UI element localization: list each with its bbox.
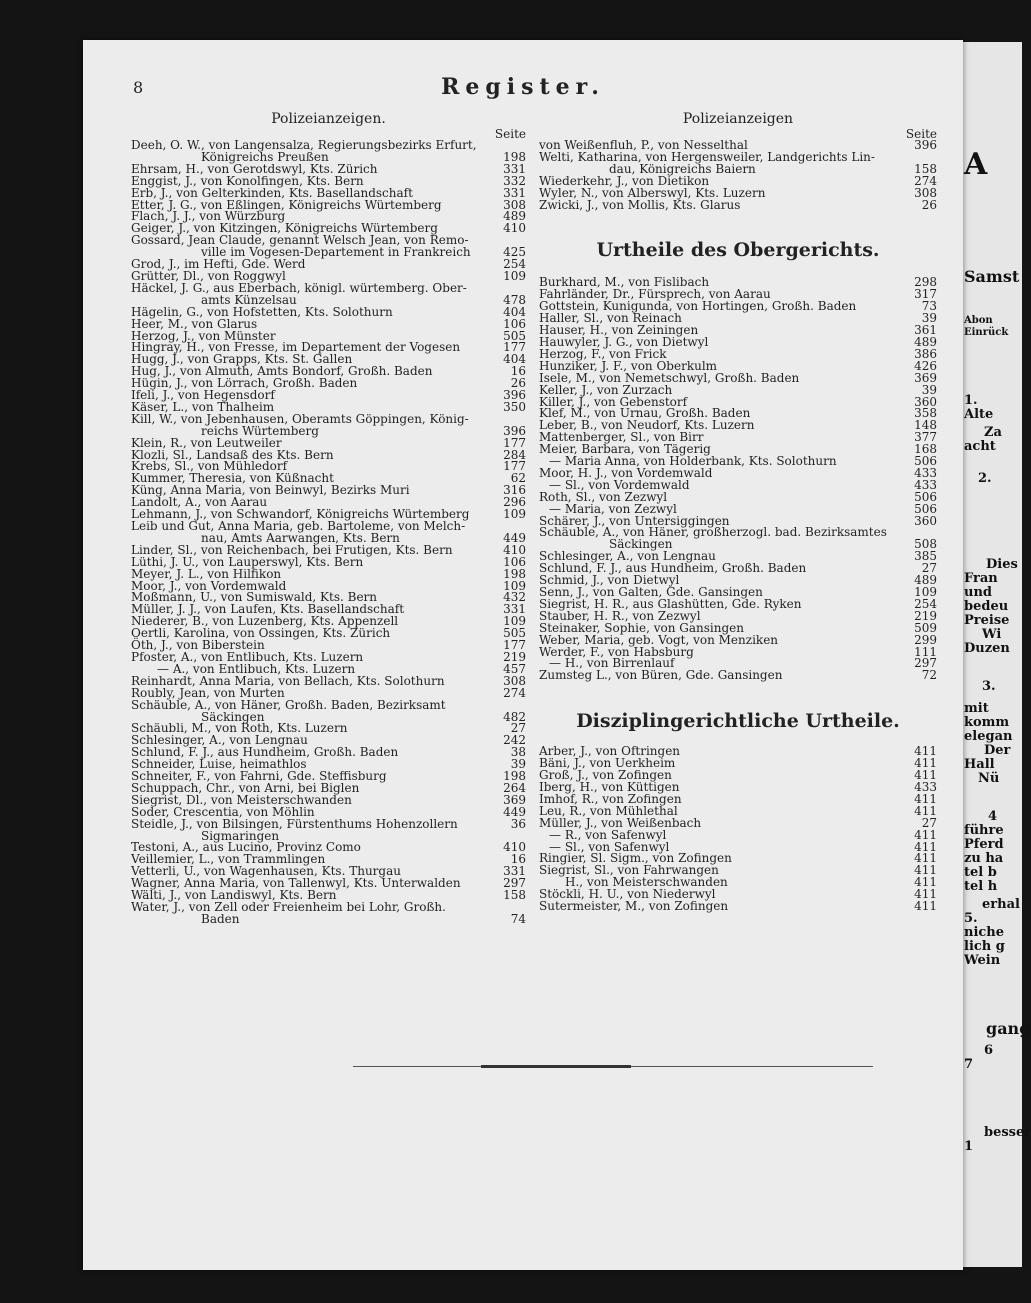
entry-page: 74 [510, 911, 526, 926]
facing-fragment: führe [964, 823, 1004, 838]
entry-page: 410 [503, 221, 526, 236]
left-column [131, 110, 526, 926]
entry-name: Schlesinger, A., von Lengnau [539, 549, 716, 564]
entry-name: Isele, M., von Nemetschwyl, Großh. Baden [539, 370, 800, 385]
entry-page: 36 [510, 816, 526, 831]
section-heading-obergericht: Urtheile des Obergerichts. [596, 239, 880, 262]
entry-name: Baden [201, 911, 240, 926]
entry-name: Ifeli, J., von Hegensdorf [131, 388, 275, 403]
entry-page: 177 [503, 435, 526, 450]
entry-page: 404 [503, 304, 526, 319]
entry-name: Pfoster, A., von Entlibuch, Kts. Luzern [131, 649, 364, 664]
entry-name: Werder, F., von Habsburg [539, 644, 694, 659]
index-entry [131, 280, 526, 295]
entry-name: Wagner, Anna Maria, von Tallenwyl, Kts. Unterwalden [131, 876, 461, 891]
entry-name: Arber, J., von Oftringen [539, 744, 681, 759]
entry-name: Bäni, J., von Uerkheim [539, 756, 676, 771]
entry-name: Niederer, B., von Luzenberg, Kts. Appenzell [131, 614, 399, 629]
entry-page: 410 [503, 840, 526, 855]
entry-name: Imhof, R., von Zofingen [539, 791, 682, 806]
entry-page: 489 [503, 209, 526, 224]
entry-page: 106 [503, 554, 526, 569]
entry-page: 27 [921, 561, 937, 576]
entry-name: Hunziker, J. F., von Oberkulm [539, 358, 718, 373]
entry-name: Siegrist, Dl., von Meisterschwanden [131, 792, 352, 807]
entry-page: 360 [914, 394, 937, 409]
entry-page: 411 [914, 863, 937, 878]
entry-page: 109 [503, 507, 526, 522]
entry-name: Deeh, O. W., von Langensalza, Regierungsbezirks Erfurt, [131, 138, 477, 152]
entry-page: 297 [914, 656, 937, 671]
entry-name: Sutermeister, M., von Zofingen [539, 899, 729, 914]
entry-name: Steinaker, Sophie, von Gansingen [539, 620, 744, 635]
entry-name: Schlund, F. J., aus Hundheim, Großh. Baden [539, 561, 807, 576]
index-entry [539, 670, 937, 682]
index-list [131, 140, 526, 926]
column-header-seite: Seite [905, 127, 937, 141]
entry-page: 331 [503, 161, 526, 176]
entry-page: 331 [503, 602, 526, 617]
entry-name: Siegrist, H. R., aus Glashütten, Gde. Ryken [539, 596, 802, 611]
entry-name: Senn, J., von Galten, Gde. Gansingen [539, 585, 763, 599]
entry-name: Hauwyler, J. G., von Dietwyl [539, 334, 709, 349]
entry-page: 177 [503, 638, 526, 653]
entry-name: Leib und Gut, Anna Maria, geb. Bartoleme, von Melch- [131, 519, 466, 533]
entry-name: Reinhardt, Anna Maria, von Bellach, Kts. Solothurn [131, 673, 445, 688]
entry-page: 358 [914, 406, 937, 421]
entry-name: Lehmann, J., von Schwandorf, Königreichs Würtemberg [131, 507, 470, 522]
entry-page: 308 [503, 673, 526, 688]
entry-page: 284 [503, 447, 526, 462]
entry-page: 411 [914, 768, 937, 783]
facing-fragment: Dies [986, 557, 1018, 572]
index-entry [539, 901, 937, 913]
entry-name: Schärer, J., von Untersiggingen [539, 513, 730, 528]
entry-name: Kummer, Theresia, von Küßnacht [131, 471, 334, 486]
entry-page: 489 [914, 334, 937, 349]
closing-rule-thick [481, 1065, 631, 1068]
entry-name: Haller, Sl., von Reinach [539, 311, 682, 326]
entry-page: 148 [914, 418, 937, 433]
entry-name: Vetterli, U., von Wagenhausen, Kts. Thurgau [131, 864, 401, 879]
entry-page: 331 [503, 185, 526, 200]
entry-name: Schmid, J., von Dietwyl [539, 573, 680, 588]
entry-page: 177 [503, 459, 526, 474]
entry-name: Fahrländer, Dr., Fürsprech, von Aarau [539, 287, 771, 302]
entry-page: 432 [503, 590, 526, 605]
facing-fragment: tel b [964, 865, 997, 880]
entry-page: 299 [914, 632, 937, 647]
entry-name: Klozli, Sl., Landsaß des Kts. Bern [131, 447, 334, 462]
facing-fragment: 4 [988, 809, 998, 824]
entry-name: Keller, J., von Zurzach [539, 382, 673, 397]
entry-page: 411 [914, 851, 937, 866]
entry-name: Moor, J., von Vordemwald [131, 578, 287, 593]
entry-name: Burkhard, M., von Fislibach [539, 275, 710, 290]
entry-page: 411 [914, 899, 937, 914]
entry-page: 298 [914, 275, 937, 290]
section-heading-disziplin: Disziplingerichtliche Urtheile. [576, 710, 900, 733]
entry-page: 506 [914, 489, 937, 504]
entry-name: Meier, Barbara, von Tägerig [539, 442, 711, 457]
entry-name: ville im Vogesen-Departement in Frankreich [201, 245, 471, 260]
entry-page: 369 [503, 792, 526, 807]
entry-page: 106 [503, 316, 526, 331]
entry-page: 386 [914, 346, 937, 361]
entry-page: 158 [503, 888, 526, 903]
entry-page: 198 [503, 566, 526, 581]
entry-page: 332 [503, 173, 526, 188]
entry-name: Müller, J., von Weißenbach [539, 815, 702, 830]
register-page [83, 40, 963, 1270]
entry-name: Schäuble, A., von Häner, Großh. Baden, Bezirksamt [131, 697, 446, 712]
facing-fragment: elegan [964, 729, 1013, 744]
entry-page: 457 [503, 661, 526, 676]
entry-name: Grütter, Dl., von Roggwyl [131, 268, 286, 283]
entry-page: 433 [914, 477, 937, 492]
entry-name: Gossard, Jean Claude, genannt Welsch Jean, von Remo- [131, 233, 469, 248]
entry-name: Stöckli, H. U., von Niederwyl [539, 887, 716, 902]
entry-name: Welti, Katharina, von Hergensweiler, Landgerichts Lin- [539, 149, 875, 164]
entry-page: 411 [914, 839, 937, 854]
entry-page: 264 [503, 780, 526, 795]
entry-page: 39 [921, 311, 937, 326]
entry-page: 109 [914, 585, 937, 599]
entry-page: 38 [510, 745, 526, 760]
entry-name: Käser, L., von Thalheim [131, 399, 275, 414]
entry-name: Roth, Sl., von Zezwyl [539, 489, 668, 504]
entry-page: 411 [914, 803, 937, 818]
facing-fragment: Wein [964, 953, 1001, 968]
facing-fragment: 2. [978, 471, 992, 486]
entry-name: Schlund, F. J., aus Hundheim, Großh. Baden [131, 745, 399, 760]
entry-name: Hugg, J., von Grapps, Kts. St. Gallen [131, 352, 353, 367]
facing-fragment: und [964, 585, 992, 600]
facing-fragment: tel h [964, 879, 998, 894]
running-title: Register. [441, 74, 605, 100]
facing-fragment: komm [964, 715, 1010, 730]
entry-name: Hug, J., von Almuth, Amts Bondorf, Großh. Baden [131, 364, 433, 379]
entry-name: Schäuble, A., von Häner, großherzogl. bad. Bezirksamtes [539, 525, 887, 540]
entry-page: 482 [503, 709, 526, 724]
entry-page: 489 [914, 573, 937, 588]
entry-name: — Sl., von Safenwyl [549, 839, 670, 854]
entry-page: 39 [510, 757, 526, 772]
entry-name: Schlesinger, A., von Lengnau [131, 733, 308, 748]
entry-page: 242 [503, 733, 526, 748]
facing-fragment: zu ha [964, 851, 1004, 866]
facing-fragment: A [964, 147, 988, 182]
entry-page: 177 [503, 340, 526, 355]
entry-page: 509 [914, 620, 937, 635]
entry-page: 73 [921, 299, 937, 314]
facing-fragment: Wi [982, 627, 1002, 642]
entry-name: — A., von Entlibuch, Kts. Luzern [157, 661, 356, 676]
entry-name: Landolt, A., von Aarau [131, 495, 268, 510]
index-entry [131, 411, 526, 426]
entry-name: Heer, M., von Glarus [131, 316, 258, 331]
entry-page: 505 [503, 626, 526, 641]
facing-fragment: Fran [964, 571, 998, 586]
entry-name: Säckingen [609, 537, 673, 552]
index-entry [539, 527, 937, 539]
entry-name: Klef, M., von Urnau, Großh. Baden [539, 406, 751, 421]
entry-page: 219 [914, 608, 937, 623]
entry-page: 26 [510, 376, 526, 391]
entry-name: nau, Amts Aarwangen, Kts. Bern [201, 530, 400, 545]
facing-fragment: erhal [982, 897, 1020, 912]
entry-name: Herzog, J., von Münster [131, 328, 276, 343]
entry-name: Schuppach, Chr., von Arni, bei Biglen [131, 780, 360, 795]
entry-page: 62 [510, 471, 526, 486]
facing-fragment: bedeu [964, 599, 1009, 614]
entry-name: Hingray, H., von Fresse, im Departement der Vogesen [131, 340, 461, 355]
entry-name: Gottstein, Kunigunda, von Hortingen, Großh. Baden [539, 299, 857, 314]
entry-page: 411 [914, 744, 937, 759]
entry-name: Grod, J., im Hefti, Gde. Werd [131, 257, 306, 272]
entry-page: 274 [503, 685, 526, 700]
entry-page: 16 [510, 852, 526, 867]
facing-fragment: Einrück [964, 327, 1009, 338]
entry-name: Steidle, J., von Bilsingen, Fürstenthums Hohenzollern [131, 816, 458, 831]
entry-name: — Maria Anna, von Holderbank, Kts. Solothurn [549, 454, 837, 469]
facing-fragment: Samst [964, 267, 1020, 286]
entry-name: Mattenberger, Sl., von Birr [539, 430, 704, 445]
entry-name: Oertli, Karolina, von Ossingen, Kts. Zürich [131, 626, 391, 641]
entry-name: Roubly, Jean, von Murten [131, 685, 285, 700]
entry-page: 505 [503, 328, 526, 343]
entry-page: 331 [503, 864, 526, 879]
entry-name: Erb, J., von Gelterkinden, Kts. Basellandschaft [131, 185, 413, 200]
facing-fragment: Alte [964, 407, 994, 422]
entry-name: Zwicki, J., von Mollis, Kts. Glarus [539, 197, 741, 212]
right-column [539, 110, 937, 913]
entry-page: 449 [503, 530, 526, 545]
facing-fragment: Za [984, 425, 1002, 440]
entry-page: 16 [510, 364, 526, 379]
page-number: 8 [133, 78, 144, 97]
entry-name: Leber, B., von Neudorf, Kts. Luzern [539, 418, 755, 433]
entry-name: Groß, J., von Zofingen [539, 768, 672, 783]
entry-name: Killer, J., von Gebenstorf [539, 394, 688, 409]
facing-fragment: Hall [964, 757, 995, 772]
entry-name: Schneiter, F., von Fahrni, Gde. Steffisburg [131, 769, 387, 784]
facing-fragment: 1 [964, 1139, 974, 1154]
entry-page: 296 [503, 495, 526, 510]
facing-fragment: 7 [964, 1057, 974, 1072]
entry-page: 404 [503, 352, 526, 367]
entry-name: Lüthi, J. U., von Lauperswyl, Kts. Bern [131, 554, 364, 569]
entry-page: 396 [914, 138, 937, 152]
entry-name: Krebs, Sl., von Mühledorf [131, 459, 288, 474]
entry-name: Moßmann, U., von Sumiswald, Kts. Bern [131, 590, 378, 605]
entry-name: dau, Königreichs Baiern [609, 161, 756, 176]
entry-name: Flach, J. J., von Würzburg [131, 209, 286, 224]
entry-name: Etter, J. G., von Eßlingen, Königreichs Würtemberg [131, 197, 442, 212]
entry-name: Zumsteg L., von Büren, Gde. Gansingen [539, 668, 783, 683]
index-entry [539, 197, 937, 212]
entry-name: Weber, Maria, geb. Vogt, von Menziken [539, 632, 779, 647]
section-heading: Polizeianzeigen [682, 111, 794, 127]
entry-page: 426 [914, 358, 937, 373]
entry-name: Hauser, H., von Zeiningen [539, 323, 699, 338]
entry-page: 411 [914, 887, 937, 902]
entry-page: 433 [914, 465, 937, 480]
facing-fragment: acht [964, 439, 996, 454]
entry-name: Königreichs Preußen [201, 149, 329, 164]
facing-fragment: gang [986, 1019, 1031, 1038]
entry-name: Geiger, J., von Kitzingen, Königreichs Würtemberg [131, 221, 438, 236]
entry-page: 26 [921, 197, 937, 212]
entry-page: 274 [914, 173, 937, 188]
entry-name: Herzog, F., von Frick [539, 346, 667, 361]
entry-name: Müller, J. J., von Laufen, Kts. Basellandschaft [131, 602, 405, 617]
entry-page: 433 [914, 779, 937, 794]
index-list [539, 277, 937, 682]
entry-name: Schäubli, M., von Roth, Kts. Luzern [131, 721, 348, 736]
facing-fragment: Pferd [964, 837, 1004, 852]
entry-page: 316 [503, 483, 526, 498]
entry-name: — R., von Safenwyl [549, 827, 667, 842]
entry-page: 506 [914, 501, 937, 516]
entry-page: 411 [914, 791, 937, 806]
facing-fragment: Preise [964, 613, 1010, 628]
facing-page-edge [962, 42, 1031, 1267]
entry-name: Wiederkehr, J., von Dietikon [539, 173, 710, 188]
facing-fragment: 1. [964, 393, 978, 408]
entry-name: amts Künzelsau [201, 292, 297, 307]
entry-page: 506 [914, 454, 937, 469]
facing-fragment: lich g [964, 939, 1005, 954]
entry-page: 508 [914, 537, 937, 552]
entry-page: 425 [503, 245, 526, 260]
entry-name: Wälti, J., von Landiswyl, Kts. Bern [131, 888, 337, 903]
index-entry [131, 697, 526, 712]
entry-name: Ehrsam, H., von Gerotdswyl, Kts. Zürich [131, 161, 378, 176]
entry-page: 361 [914, 323, 937, 338]
index-list [539, 746, 937, 913]
entry-page: 297 [503, 876, 526, 891]
entry-page: 396 [503, 388, 526, 403]
entry-page: 198 [503, 769, 526, 784]
entry-page: 168 [914, 442, 937, 457]
entry-page: 369 [914, 370, 937, 385]
entry-name: Moor, H. J., von Vordemwald [539, 465, 713, 480]
entry-page: 39 [921, 382, 937, 397]
entry-name: Testoni, A., aus Lucino, Provinz Como [131, 840, 361, 855]
entry-name: Sigmaringen [201, 828, 280, 843]
entry-page: 410 [503, 542, 526, 557]
entry-name: Water, J., von Zell oder Freienheim bei Lohr, Großh. [131, 900, 446, 914]
entry-name: Schneider, Luise, heimathlos [131, 757, 307, 772]
entry-name: Iberg, H., von Küttigen [539, 779, 680, 794]
index-entry [131, 816, 526, 831]
facing-fragment: Nü [978, 771, 1000, 786]
entry-page: 219 [503, 649, 526, 664]
entry-name: Säckingen [201, 709, 265, 724]
index-entry [131, 902, 526, 914]
entry-name: H., von Meisterschwanden [565, 875, 728, 890]
entry-page: 111 [914, 644, 937, 659]
entry-name: reichs Würtemberg [201, 423, 319, 438]
entry-page: 396 [503, 423, 526, 438]
entry-page: 27 [921, 815, 937, 830]
entry-name: Leu, R., von Mühlethal [539, 803, 678, 818]
facing-fragment: 6 [984, 1043, 994, 1058]
entry-name: Hägelin, G., von Hofstetten, Kts. Solothurn [131, 304, 393, 319]
entry-page: 478 [503, 292, 526, 307]
entry-page: 411 [914, 827, 937, 842]
entry-page: 385 [914, 549, 937, 564]
entry-name: Veillemier, L., von Trammlingen [131, 852, 326, 867]
entry-name: Kill, W., von Jebenhausen, Oberamts Göppingen, König- [131, 411, 469, 426]
entry-page: 254 [503, 257, 526, 272]
entry-page: 411 [914, 875, 937, 890]
entry-name: Öth, J., von Biberstein [131, 638, 265, 653]
facing-fragment: Abon [964, 315, 993, 326]
facing-fragment: mit [964, 701, 989, 716]
entry-page: 308 [503, 197, 526, 212]
index-list [539, 140, 937, 211]
entry-name: von Weißenfluh, P., von Nesselthal [539, 138, 748, 152]
entry-page: 72 [921, 668, 937, 683]
entry-page: 360 [914, 513, 937, 528]
column-header-seite: Seite [494, 127, 526, 141]
entry-name: — H., von Birrenlauf [549, 656, 675, 671]
entry-page: 350 [503, 399, 526, 414]
entry-name: Hügin, J., von Lörrach, Großh. Baden [131, 376, 358, 391]
entry-page: 449 [503, 804, 526, 819]
entry-name: Stauber, H. R., von Zezwyl [539, 608, 701, 623]
entry-page: 158 [914, 161, 937, 176]
facing-fragment: niche [964, 925, 1005, 940]
index-entry [131, 911, 526, 926]
entry-page: 317 [914, 287, 937, 302]
entry-page: 109 [503, 578, 526, 593]
entry-name: Wyler, N., von Alberswyl, Kts. Luzern [539, 185, 766, 200]
entry-page: 109 [503, 268, 526, 283]
entry-name: Küng, Anna Maria, von Beinwyl, Bezirks Muri [131, 483, 410, 498]
facing-fragment: Der [984, 743, 1011, 758]
entry-page: 308 [914, 185, 937, 200]
facing-fragment: 5. [964, 911, 978, 926]
entry-name: Siegrist, Sl., von Fahrwangen [539, 863, 719, 878]
facing-fragment: Duzen [964, 641, 1010, 656]
entry-page: 377 [914, 430, 937, 445]
entry-page: 198 [503, 149, 526, 164]
entry-name: Soder, Crescentia, von Möhlin [131, 804, 315, 819]
entry-name: Häckel, J. G., aus Eberbach, königl. würtemberg. Ober- [131, 280, 467, 295]
facing-fragment: 3. [982, 679, 996, 694]
entry-name: Ringier, Sl. Sigm., von Zofingen [539, 851, 732, 866]
entry-page: 254 [914, 596, 937, 611]
facing-fragment: besser [984, 1125, 1031, 1140]
entry-page: 109 [503, 614, 526, 629]
entry-name: Linder, Sl., von Reichenbach, bei Frutigen, Kts. Bern [131, 542, 453, 557]
entry-page: 411 [914, 756, 937, 771]
entry-name: Klein, R., von Leutweiler [131, 435, 282, 450]
entry-name: Meyer, J. L., von Hilfikon [131, 566, 282, 581]
entry-name: — Sl., von Vordemwald [549, 477, 690, 492]
section-heading: Polizeianzeigen. [271, 111, 386, 127]
entry-name: Enggist, J., von Konolfingen, Kts. Bern [131, 173, 364, 188]
entry-name: — Maria, von Zezwyl [549, 501, 677, 516]
entry-page: 27 [510, 721, 526, 736]
